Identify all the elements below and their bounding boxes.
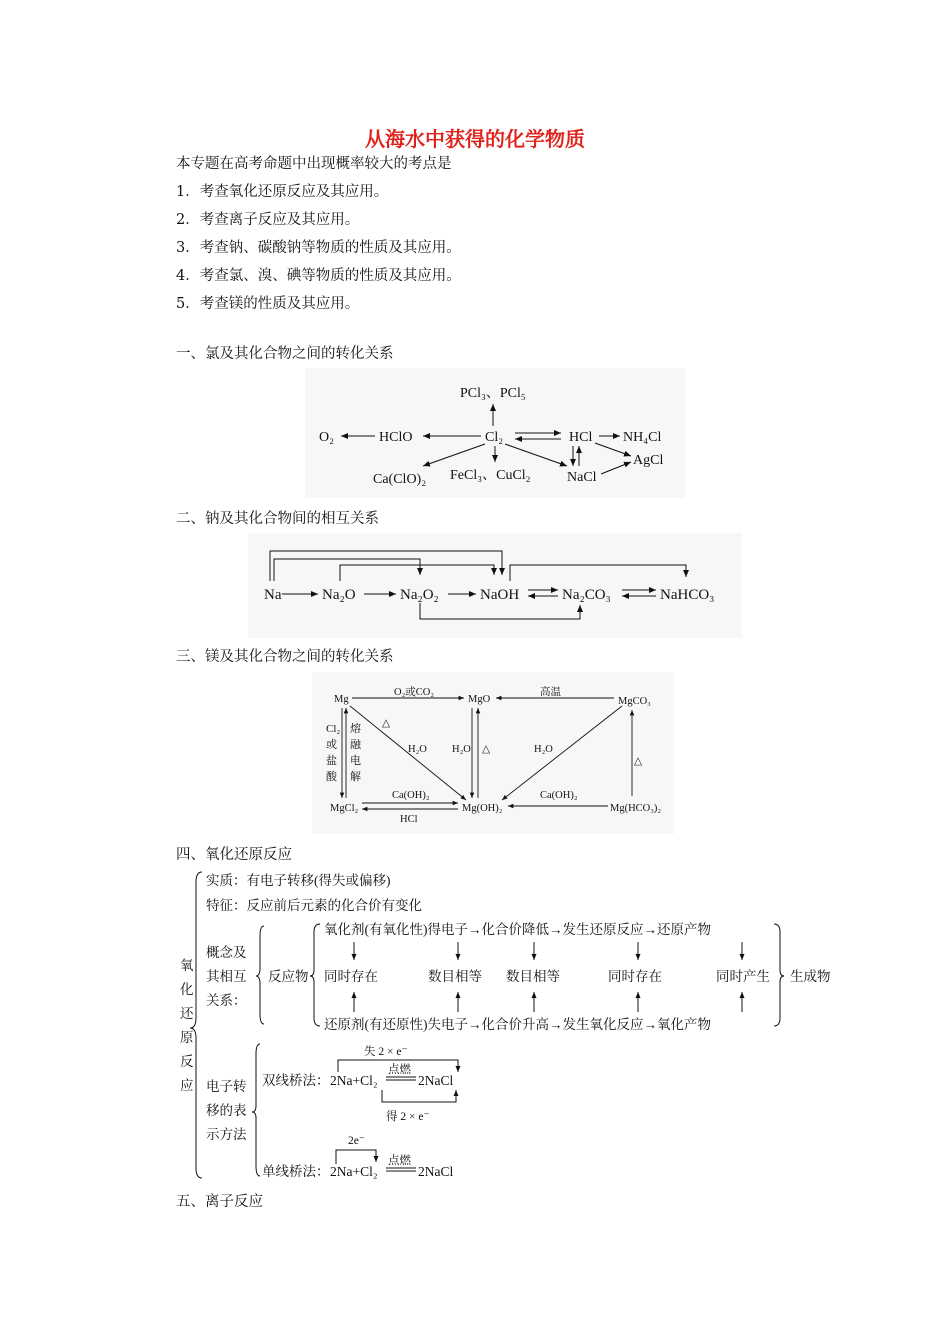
caclo2-label: Ca(ClO)₂ <box>373 472 427 487</box>
electrolysis-label: 解 <box>350 771 361 783</box>
condition-label: 点燃 <box>388 1155 411 1167</box>
fecl3-label: FeCl₃、CuCl₂ <box>450 468 531 483</box>
o2-label: O₂ <box>319 430 334 445</box>
redox-root: 化 <box>180 982 194 997</box>
na2o2-label: Na₂O₂ <box>400 587 439 603</box>
section-heading: 二、钠及其化合物间的相互关系 <box>176 511 379 527</box>
delta-label: △ <box>382 718 391 729</box>
chlorine-diagram <box>305 368 685 498</box>
mid-label: 同时存在 <box>324 969 378 984</box>
mid-label: 数目相等 <box>506 969 560 984</box>
condition-label: 点燃 <box>388 1064 411 1076</box>
transfer-label: 移的表 <box>206 1103 247 1118</box>
cl2-or-label: 酸 <box>326 771 337 783</box>
redox-root: 应 <box>180 1078 194 1093</box>
lose-electrons-label: 失 2 × e⁻ <box>364 1046 408 1058</box>
concept-label: 其相互 <box>206 969 247 984</box>
essence-text: 实质：有电子转移(得失或偏移) <box>206 873 391 888</box>
section-heading: 三、镁及其化合物之间的转化关系 <box>176 649 394 665</box>
mghco3-label: Mg(HCO₃)₂ <box>610 803 662 814</box>
o2co2-label: O₂或CO₂ <box>394 687 434 698</box>
single-bridge-label: 单线桥法： <box>262 1164 330 1179</box>
equation-product: 2NaCl <box>418 1073 454 1088</box>
point-item: 1．考查氧化还原反应及其应用。 <box>176 184 389 200</box>
redox-root: 原 <box>180 1030 194 1045</box>
na-label: Na <box>264 587 282 603</box>
point-item: 2．考查离子反应及其应用。 <box>176 212 360 228</box>
section-heading: 五、离子反应 <box>176 1194 263 1210</box>
sodium-diagram <box>248 533 742 638</box>
gaowen-label: 高温 <box>540 686 561 698</box>
mg-label: Mg <box>334 694 349 705</box>
naoh-label: NaOH <box>480 587 520 603</box>
reductant-row: 还原剂(有还原性)失电子→化合价升高→发生氧化反应→氧化产物 <box>324 1017 711 1032</box>
magnesium-diagram <box>312 672 674 834</box>
delta-label: △ <box>482 744 491 755</box>
double-bridge-label: 双线桥法： <box>262 1073 330 1088</box>
transfer-label: 示方法 <box>206 1127 247 1142</box>
mgo-label: MgO <box>468 694 491 705</box>
mid-label: 同时产生 <box>716 969 770 984</box>
na2o-label: Na₂O <box>322 587 356 603</box>
redox-root: 反 <box>180 1054 194 1069</box>
concept-label: 概念及 <box>206 945 247 960</box>
nacl-label: NaCl <box>567 470 597 485</box>
hcl-label: HCl <box>569 430 593 445</box>
delta-label: △ <box>634 756 643 767</box>
point-item: 4．考查氯、溴、碘等物质的性质及其应用。 <box>176 268 461 284</box>
hcl-label: HCl <box>400 814 418 825</box>
product-label: 生成物 <box>790 969 831 984</box>
cl2-or-label: 盐 <box>326 755 337 767</box>
caoh2-label: Ca(OH)₂ <box>540 790 578 801</box>
section-heading: 一、氯及其化合物之间的转化关系 <box>176 346 394 362</box>
redox-root: 还 <box>180 1006 194 1021</box>
point-item: 5．考查镁的性质及其应用。 <box>176 296 360 312</box>
intro-text: 本专题在高考命题中出现概率较大的考点是 <box>176 156 452 172</box>
equation-text: 2Na+Cl₂ <box>330 1164 378 1179</box>
mgoh2-label: Mg(OH)₂ <box>462 803 503 814</box>
nh4cl-label: NH₄Cl <box>623 430 662 445</box>
page-title: 从海水中获得的化学物质 <box>365 127 585 151</box>
redox-root: 氧 <box>180 958 194 973</box>
mgco3-label: MgCO₃ <box>618 696 651 707</box>
hclo-label: HClO <box>379 430 413 445</box>
concept-label: 关系： <box>206 993 247 1008</box>
pcl-label: PCl₃、PCl₅ <box>460 386 526 401</box>
cl2-label: Cl₂ <box>485 430 504 445</box>
h2o-label: H₂O <box>452 744 471 755</box>
two-electrons-label: 2e⁻ <box>348 1135 365 1147</box>
mid-label: 同时存在 <box>608 969 662 984</box>
mid-label: 数目相等 <box>428 969 482 984</box>
electrolysis-label: 熔 <box>350 723 361 735</box>
agcl-label: AgCl <box>633 453 664 468</box>
section-heading: 四、氧化还原反应 <box>176 847 292 863</box>
cl2-or-label: 或 <box>326 739 337 751</box>
cl2-or-label: Cl₂ <box>326 723 341 735</box>
equation-product: 2NaCl <box>418 1164 454 1179</box>
electrolysis-label: 电 <box>350 755 361 767</box>
h2o-label: H₂O <box>534 744 553 755</box>
reactant-label: 反应物 <box>268 969 309 984</box>
h2o-label: H₂O <box>408 744 427 755</box>
nahco3-label: NaHCO₃ <box>660 587 715 603</box>
equation-text: 2Na+Cl₂ <box>330 1073 378 1088</box>
electrolysis-label: 融 <box>350 739 361 751</box>
redox-diagram <box>176 868 856 1183</box>
oxidant-row: 氧化剂(有氧化性)得电子→化合价降低→发生还原反应→还原产物 <box>324 922 711 937</box>
feature-text: 特征：反应前后元素的化合价有变化 <box>206 898 422 913</box>
transfer-label: 电子转 <box>206 1079 247 1094</box>
caoh2-label: Ca(OH)₂ <box>392 790 430 801</box>
gain-electrons-label: 得 2 × e⁻ <box>386 1111 430 1123</box>
na2co3-label: Na₂CO₃ <box>562 587 611 603</box>
point-item: 3．考查钠、碳酸钠等物质的性质及其应用。 <box>176 240 461 256</box>
mgcl2-label: MgCl₂ <box>330 803 359 814</box>
